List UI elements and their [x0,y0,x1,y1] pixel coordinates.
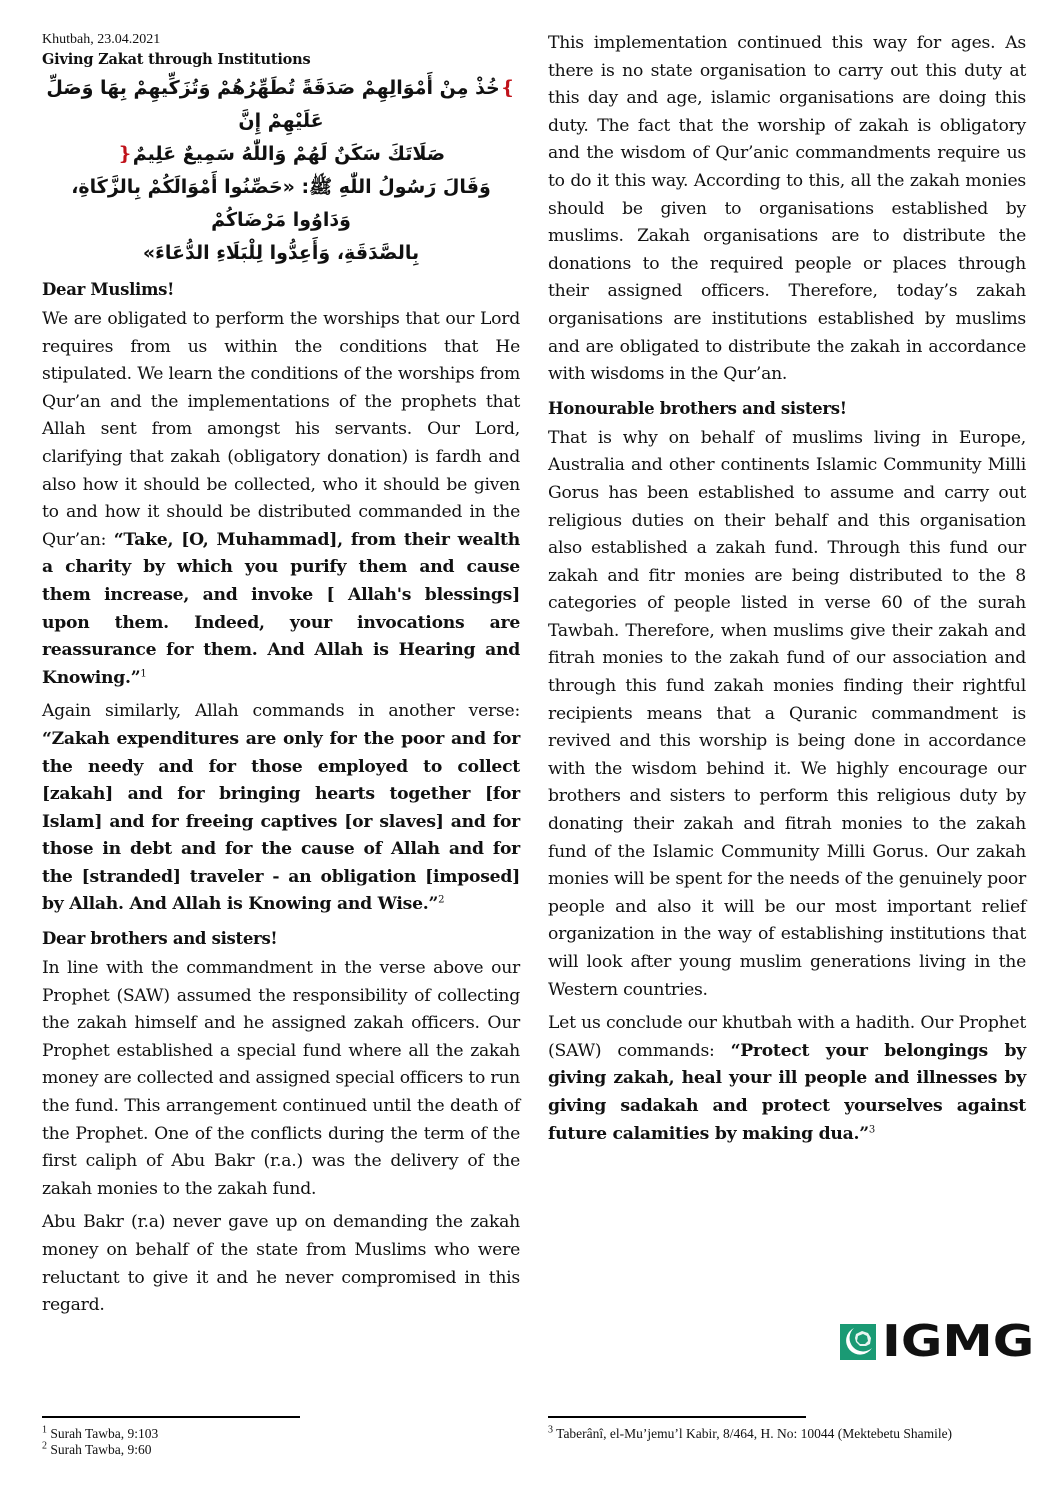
footnote-divider [548,1416,806,1418]
crescent-map-icon [840,1324,876,1360]
arabic-verse-line-2: صَلَاتَكَ سَكَنٌ لَهُمْ وَاللّٰهُ سَمِيعٌ عَلِيمٌ❴ [116,143,446,165]
paragraph: Abu Bakr (r.a) never gave up on demanding the zakah money on behalf of the state from Muslims who were reluctant to give it and he never compromised in this regard. [42,1212,520,1316]
ornament-close-icon: ❴ [116,143,133,165]
section-heading: Honourable brothers and sisters! [548,398,847,418]
quran-quote: “Take, [O, Muhammad], from their wealth a charity by which you purify them and cause them increase, and invoke [ Allah's blessings] upon them. Indeed, your invocations are reassurance for them. And Allah is Hearing and Knowing.” [42,529,520,688]
logo-text: IGMG [882,1316,1035,1367]
section-heading: Dear Muslims! [42,280,175,299]
footnotes-left [42,1426,342,1458]
paragraph: Again similarly, Allah commands in another verse: “Zakah expenditures are only for the poor and for the needy and for those employed to collect [zakah] and for bringing hearts together [for Islam] and for freeing captives [or slaves] and for those in debt and for the cause of Allah and for the [stranded] traveler - an obligation [imposed] by Allah. And Allah is Knowing and Wise.”$^2$ [42,701,520,915]
footnote: $^2$ Surah Tawba, 9:60 [42,1440,152,1457]
paragraph: That is why on behalf of muslims living in Europe, Australia and other continents Islamic Community Milli Gorus has been established to assume and carry out religious duties on their behalf and this organisation also established a zakah fund. Through this fund our zakah and fitr monies are being distributed to the 8 categories of people listed in verse 60 of the surah Tawbah. Therefore, when muslims give their zakah and fitrah monies to the zakah fund of our association and through this fund zakah monies finding their rightful recipients means that a Quranic commandment is revived and this worship is being done in accordance with the wisdom behind it. We highly encourage our brothers and sisters to perform this religious duty by donating their zakah and fitrah monies to the zakah fund of the Islamic Community Milli Gorus. Our zakah monies will be spent for the needs of the genuinely poor people and also it will be our most important relief organization in the way of establishing institutions that will look after young muslim generations living in the Western countries. [548,427,1026,1000]
left-column [42,30,520,1326]
footnote-ref: 2 [438,894,445,906]
khutbah-date: Khutbah, 23.04.2021 [42,32,161,47]
footnotes-right [548,1426,968,1442]
igmg-logo [840,1316,1035,1367]
document-title: Giving Zakat through Institutions [42,51,311,68]
arabic-verse-line-1: ❵خُذْ مِنْ أَمْوَالِهِمْ صَدَقَةً تُطَهِّرُهُمْ وَتُزَكِّيهِمْ بِهَا وَصَلِّ عَلَيْهِمْ إِنَّ [46,77,516,132]
footnote: $^3$ Taberânî, el-Mu’jemu’l Kabir, 8/464, H. No: 10044 (Mektebetu Shamile) [548,1424,953,1441]
arabic-hadith-line-1: وَقَالَ رَسُولُ اللّٰهِ ﷺ: «حَصِّنُوا أَمْوَالَكُمْ بِالزَّكَاةِ، وَدَاوُوا مَرْضَاكُمْ [71,176,491,231]
paragraph: Let us conclude our khutbah with a hadith. Our Prophet (SAW) commands: “Protect your belongings by giving zakah, heal your ill people and illnesses by giving sadakah and protect yourselves against future calamities by making dua.”$^3$ [548,1013,1026,1144]
paragraph: In line with the commandment in the verse above our Prophet (SAW) assumed the responsibility of collecting the zakah himself and he assigned zakah officers. Our Prophet established a special fund where all the zakah money are collected and assigned special officers to run the fund. This arrangement continued until the death of the Prophet. One of the conflicts during the term of the first caliph of Abu Bakr (r.a.) was the delivery of the zakah monies to the zakah fund. [42,958,520,1199]
paragraph: This implementation continued this way for ages. As there is no state organisation to carry out this duty at this day and age, islamic organisations are doing this duty. The fact that the worship of zakah is obligatory and the wisdom of Qur’anic commandments require us to do it this way. According to this, all the zakah monies should be given to organisations established by muslims. Zakah organisations are to distribute the donations to the required people or places through their assigned officers. Therefore, today’s zakah organisations are institutions established by muslims and are obligated to distribute the zakah in accordance with wisdoms in the Qur’an. [548,33,1026,385]
hadith-quote: “Protect your belongings by giving zakah, heal your ill people and illnesses by giving sadakah and protect yourselves against future calamities by making dua.” [548,1040,1026,1144]
arabic-block [42,72,520,270]
footnote: $^1$ Surah Tawba, 9:103 [42,1424,159,1441]
section-heading: Dear brothers and sisters! [42,929,278,949]
paragraph: We are obligated to perform the worships that our Lord requires from us within the conditions that He stipulated. We learn the conditions of the worships from Qur’an and the implementations of the prophets that Allah sent from amongst his servants. Our Lord, clarifying that zakah (obligatory donation) is fardh and also how it should be collected, who it should be given to and how it should be distributed commanded in the Qur’an: “Take, [O, Muhammad], from their wealth a charity by which you purify them and cause them increase, and invoke [ Allah's blessings] upon them. Indeed, your invocations are reassurance for them. And Allah is Hearing and Knowing.”$^1$ [42,309,520,688]
footnote-divider [42,1416,300,1418]
arabic-hadith-line-2: بِالصَّدَقَةِ، وَأَعِدُّوا لِلْبَلَاءِ الدُّعَاءَ» [142,242,420,264]
quran-quote: “Zakah expenditures are only for the poor and for the needy and for those employed to collect [zakah] and for bringing hearts together [for Islam] and for freeing captives [or slaves] and for those in debt and for the cause of Allah and for the [stranded] traveler - an obligation [imposed] by Allah. And Allah is Knowing and Wise.” [42,728,520,915]
ornament-open-icon: ❵ [499,77,516,99]
footnote-ref: 3 [868,1123,875,1135]
footnote-ref: 1 [140,667,147,679]
right-column [548,30,1026,1154]
